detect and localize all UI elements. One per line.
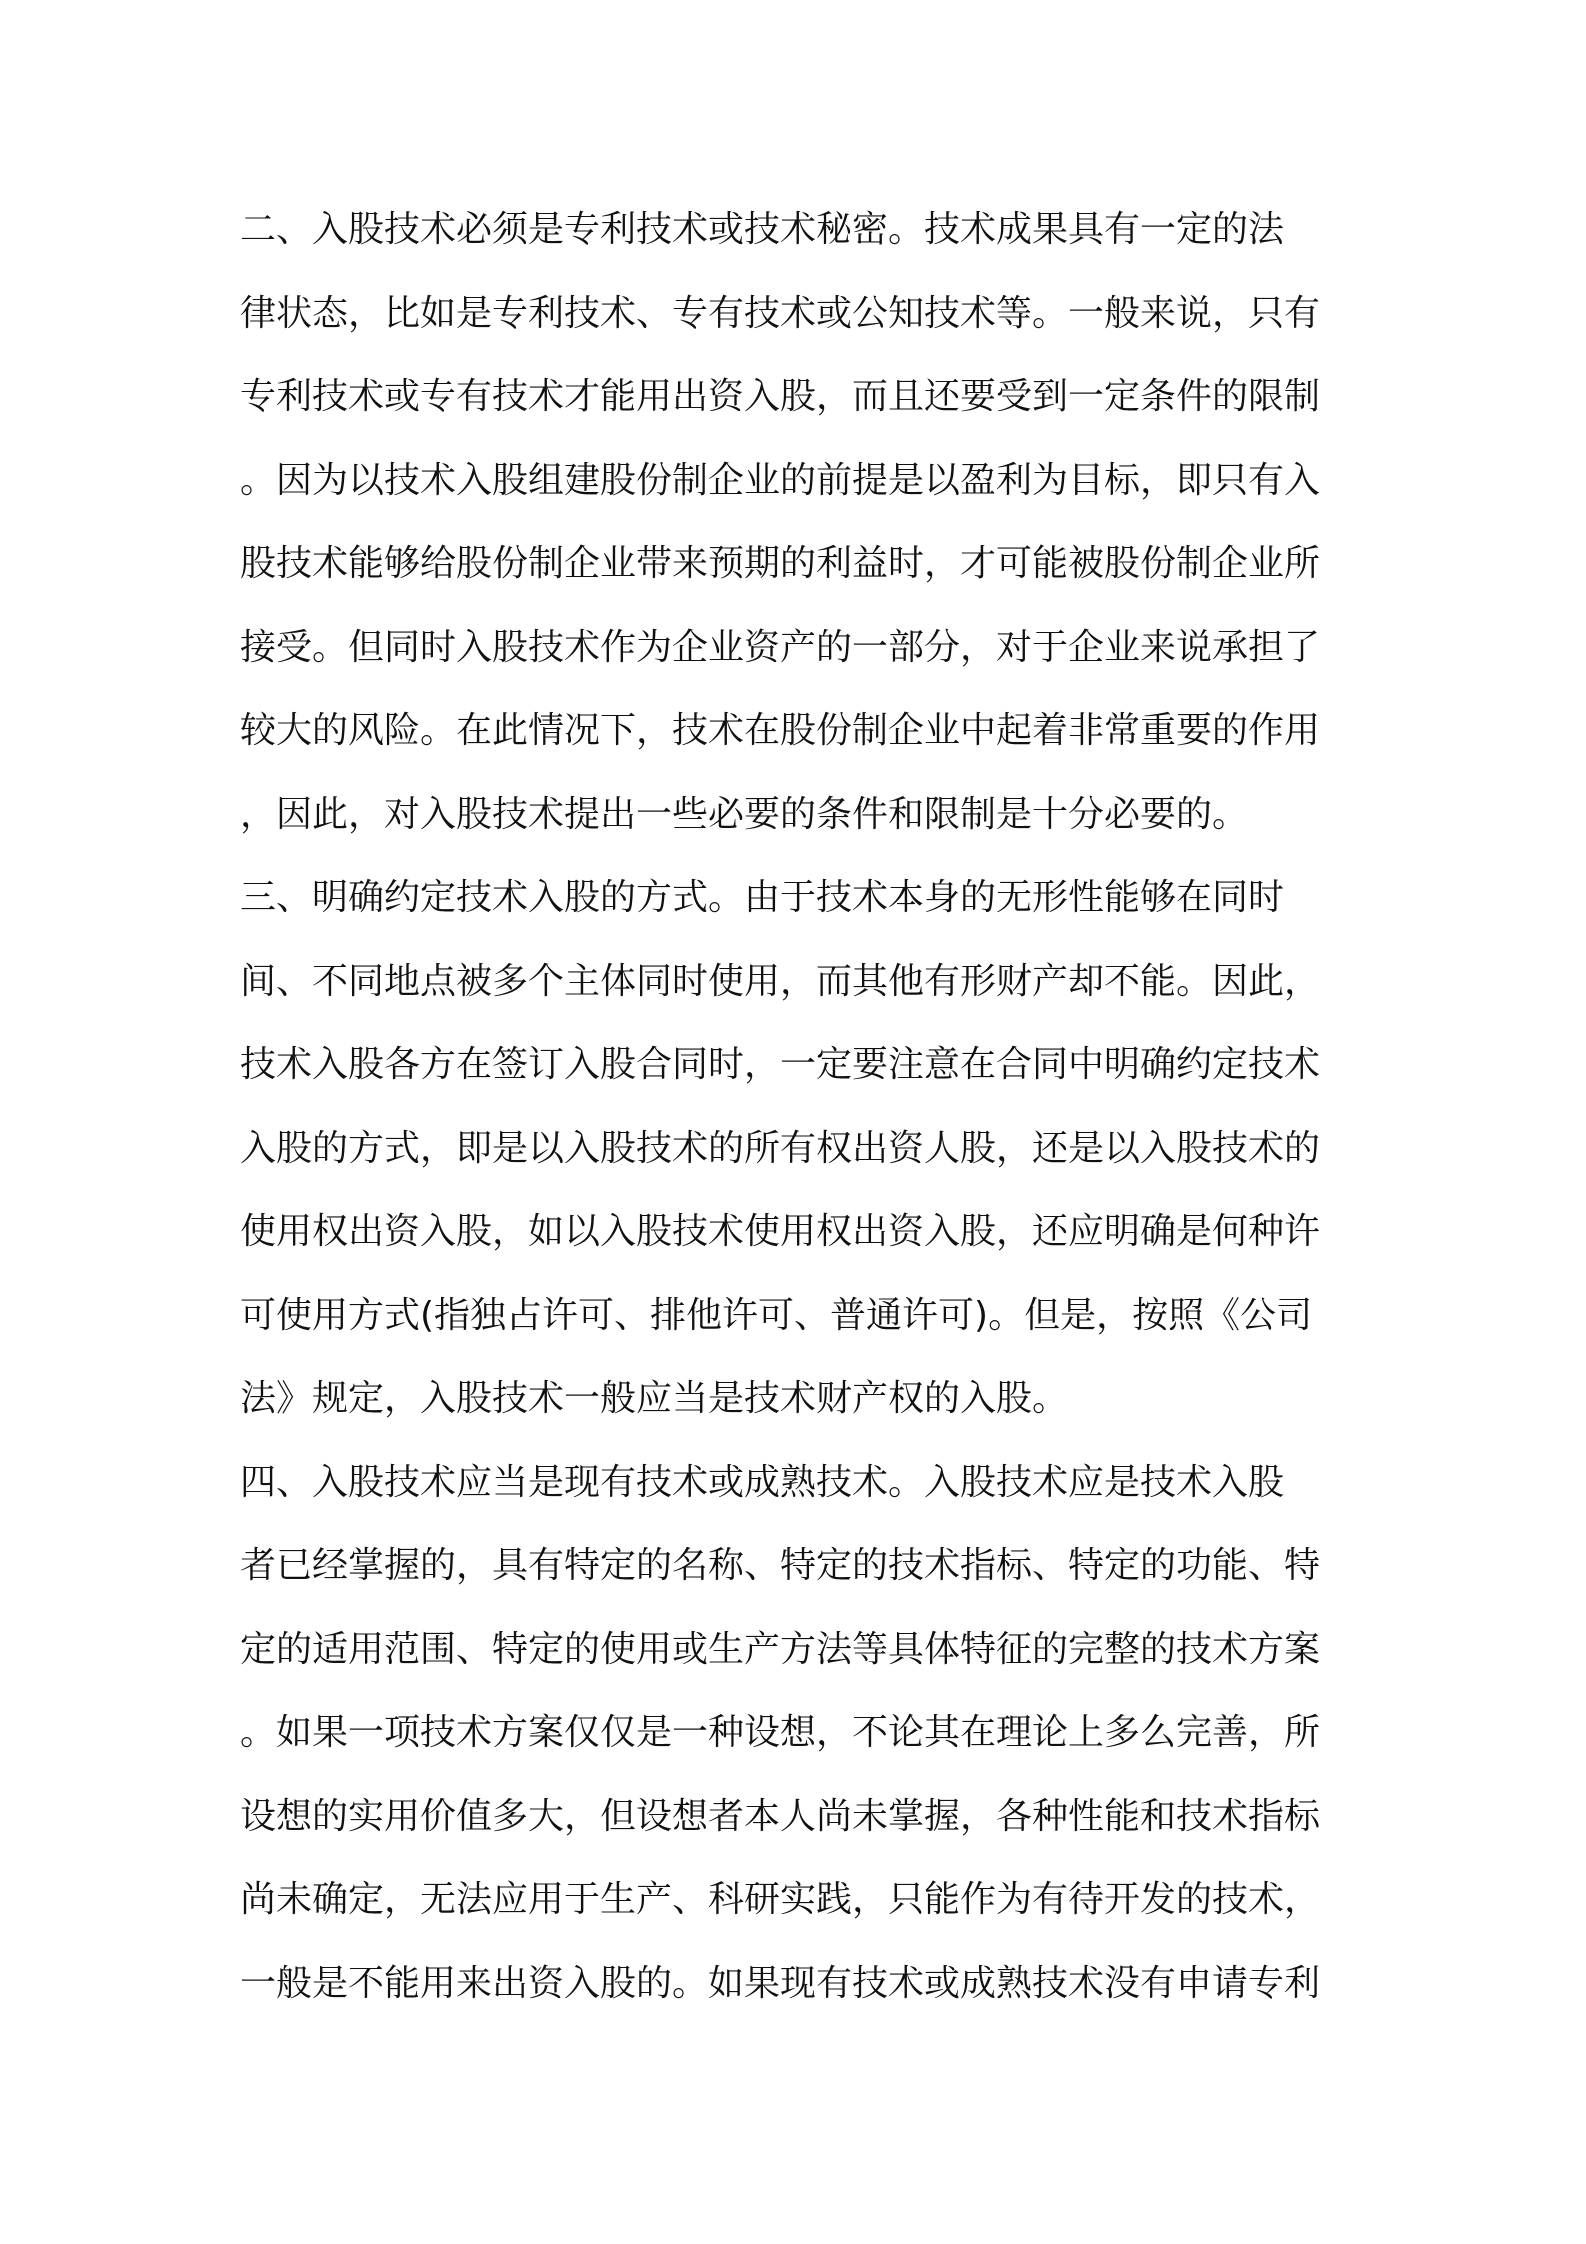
text-line: 接受。但同时入股技术作为企业资产的一部分，对于企业来说承担了 [240,626,1321,668]
text-line: ，因此，对入股技术提出一些必要的条件和限制是十分必要的。 [240,793,1249,835]
text-line: 尚未确定，无法应用于生产、科研实践，只能作为有待开发的技术， [240,1879,1321,1920]
text-line: 设想的实用价值多大，但设想者本人尚未掌握，各种性能和技术指标 [240,1795,1321,1837]
body-text [240,188,1360,2025]
text-line: 可使用方式(指独占许可、排他许可、普通许可)。但是，按照《公司 [240,1294,1313,1336]
text-line: 者已经掌握的，具有特定的名称、特定的技术指标、特定的功能、特 [240,1545,1321,1586]
text-line: 定的适用范围、特定的使用或生产方法等具体特征的完整的技术方案 [240,1628,1321,1670]
text-line: 专利技术或专有技术才能用出资入股，而且还要受到一定条件的限制 [240,376,1321,417]
text-line: 律状态，比如是专利技术、专有技术或公知技术等。一般来说，只有 [240,292,1321,334]
text-line: 一般是不能用来出资入股的。如果现有技术或成熟技术没有申请专利 [240,1962,1321,2004]
text-line: 三、明确约定技术入股的方式。由于技术本身的无形性能够在同时 [240,877,1285,918]
text-line: 。如果一项技术方案仅仅是一种设想，不论其在理论上多么完善，所 [240,1712,1321,1753]
text-line: 四、入股技术应当是现有技术或成熟技术。入股技术应是技术入股 [240,1461,1285,1503]
text-line: 。因为以技术入股组建股份制企业的前提是以盈利为目标，即只有入 [240,459,1321,501]
text-line: 股技术能够给股份制企业带来预期的利益时，才可能被股份制企业所 [240,543,1321,584]
text-line: 较大的风险。在此情况下，技术在股份制企业中起着非常重要的作用 [240,710,1321,751]
text-line: 法》规定，入股技术一般应当是技术财产权的入股。 [240,1378,1069,1419]
text-line: 使用权出资入股，如以入股技术使用权出资入股，还应明确是何种许 [240,1211,1321,1252]
text-line: 入股的方式，即是以入股技术的所有权出资人股，还是以入股技术的 [240,1127,1321,1169]
text-line: 技术入股各方在签订入股合同时，一定要注意在合同中明确约定技术 [240,1044,1321,1085]
text-line: 间、不同地点被多个主体同时使用，而其他有形财产却不能。因此， [240,960,1321,1002]
text-line: 二、入股技术必须是专利技术或技术秘密。技术成果具有一定的法 [240,209,1285,250]
